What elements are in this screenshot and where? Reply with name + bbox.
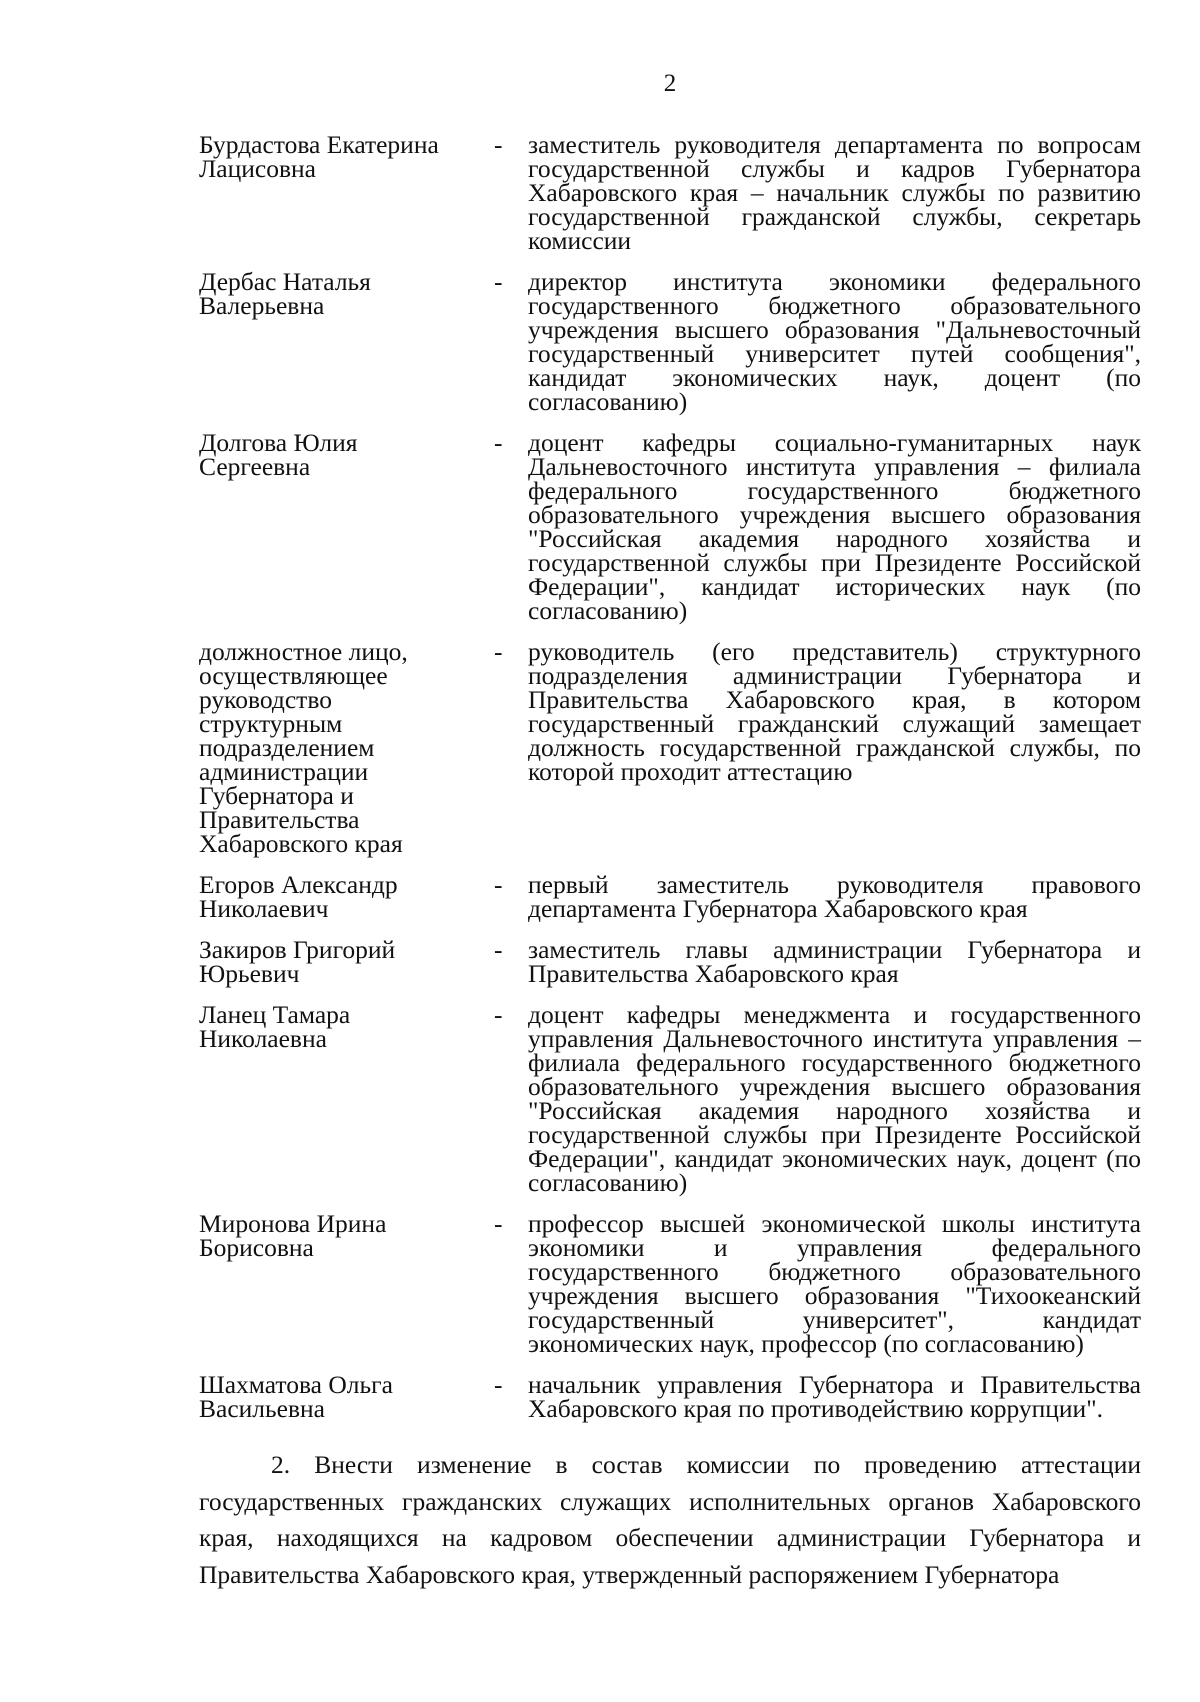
member-name: Миронова Ирина Борисовна xyxy=(199,1209,387,1262)
member-dash: - xyxy=(494,267,503,296)
member-role: заместитель руководителя департамента по вопросам государственной службы и кадров Губернатора Хабаровского края – начальник службы по развитию государственной гражданской службы, секретарь комиссии xyxy=(528,130,1141,255)
member-name: должностное лицо, осуществляющее руководство структурным подразделением администрации Губернатора и Правительства Хабаровского края xyxy=(199,637,408,858)
member-name: Шахматова Ольга Васильевна xyxy=(199,1370,393,1423)
member-entry xyxy=(199,637,1141,858)
member-entry xyxy=(199,428,1141,625)
body-paragraph: 2. Внести изменение в состав комиссии по проведению аттестации государственных гражданских служащих исполнительных органов Хабаровского края, находящихся на кадровом обеспечении администрации Губернатора и Правительства Хабаровского края, утвержденный распоряжением Губернатора xyxy=(199,1450,1141,1589)
member-entry xyxy=(199,1209,1141,1358)
member-dash: - xyxy=(494,935,503,964)
member-dash: - xyxy=(494,1209,503,1238)
member-dash: - xyxy=(494,130,503,159)
member-name: Долгова Юлия Сергеевна xyxy=(199,428,358,481)
member-role: первый заместитель руководителя правового департамента Губернатора Хабаровского края xyxy=(528,870,1141,923)
member-role: заместитель главы администрации Губернатора и Правительства Хабаровского края xyxy=(528,935,1141,988)
member-name: Ланец Тамара Николаевна xyxy=(199,1000,351,1053)
member-name: Егоров Александр Николаевич xyxy=(199,870,398,923)
member-name: Дербас Наталья Валерьевна xyxy=(199,267,371,320)
member-entry xyxy=(199,267,1141,416)
member-role: директор института экономики федерального государственного бюджетного образовательного учреждения высшего образования "Дальневосточный государственный университет путей сообщения", кандидат экономических наук, доцент (по согласованию) xyxy=(528,267,1141,416)
member-dash: - xyxy=(494,1370,503,1399)
member-role: начальник управления Губернатора и Правительства Хабаровского края по противодействию коррупции". xyxy=(528,1370,1141,1423)
member-dash: - xyxy=(494,428,503,457)
member-entry xyxy=(199,1000,1141,1197)
member-role: доцент кафедры менеджмента и государственного управления Дальневосточного института управления – филиала федерального государственного бюджетного образовательного учреждения высшего образования "Российская академия народного хозяйства и государственной службы при Президенте Российской Федерации", кандидат экономических наук, доцент (по согласованию) xyxy=(528,1000,1141,1197)
member-role: руководитель (его представитель) структурного подразделения администрации Губернатора и Правительства Хабаровского края, в котором государственный гражданский служащий замещает должность государственной гражданской службы, по которой проходит аттестацию xyxy=(528,637,1141,786)
member-entry xyxy=(199,130,1141,255)
member-dash: - xyxy=(494,1000,503,1029)
member-dash: - xyxy=(494,870,503,899)
member-entry xyxy=(199,935,1141,988)
member-name: Закиров Григорий Юрьевич xyxy=(199,935,396,988)
member-dash: - xyxy=(494,637,503,666)
member-entry xyxy=(199,870,1141,923)
member-entry xyxy=(199,1370,1141,1423)
member-role: профессор высшей экономической школы института экономики и управления федерального государственного бюджетного образовательного учреждения высшего образования "Тихоокеанский государственный университет", кандидат экономических наук, профессор (по согласованию) xyxy=(528,1209,1141,1358)
page-number: 2 xyxy=(663,70,677,97)
member-name: Бурдастова Екатерина Лацисовна xyxy=(199,130,439,183)
member-role: доцент кафедры социально-гуманитарных наук Дальневосточного института управления – филиала федерального государственного бюджетного образовательного учреждения высшего образования "Российская академия народного хозяйства и государственной службы при Президенте Российской Федерации", кандидат исторических наук (по согласованию) xyxy=(528,428,1141,625)
commission-members-list xyxy=(199,130,1141,1438)
